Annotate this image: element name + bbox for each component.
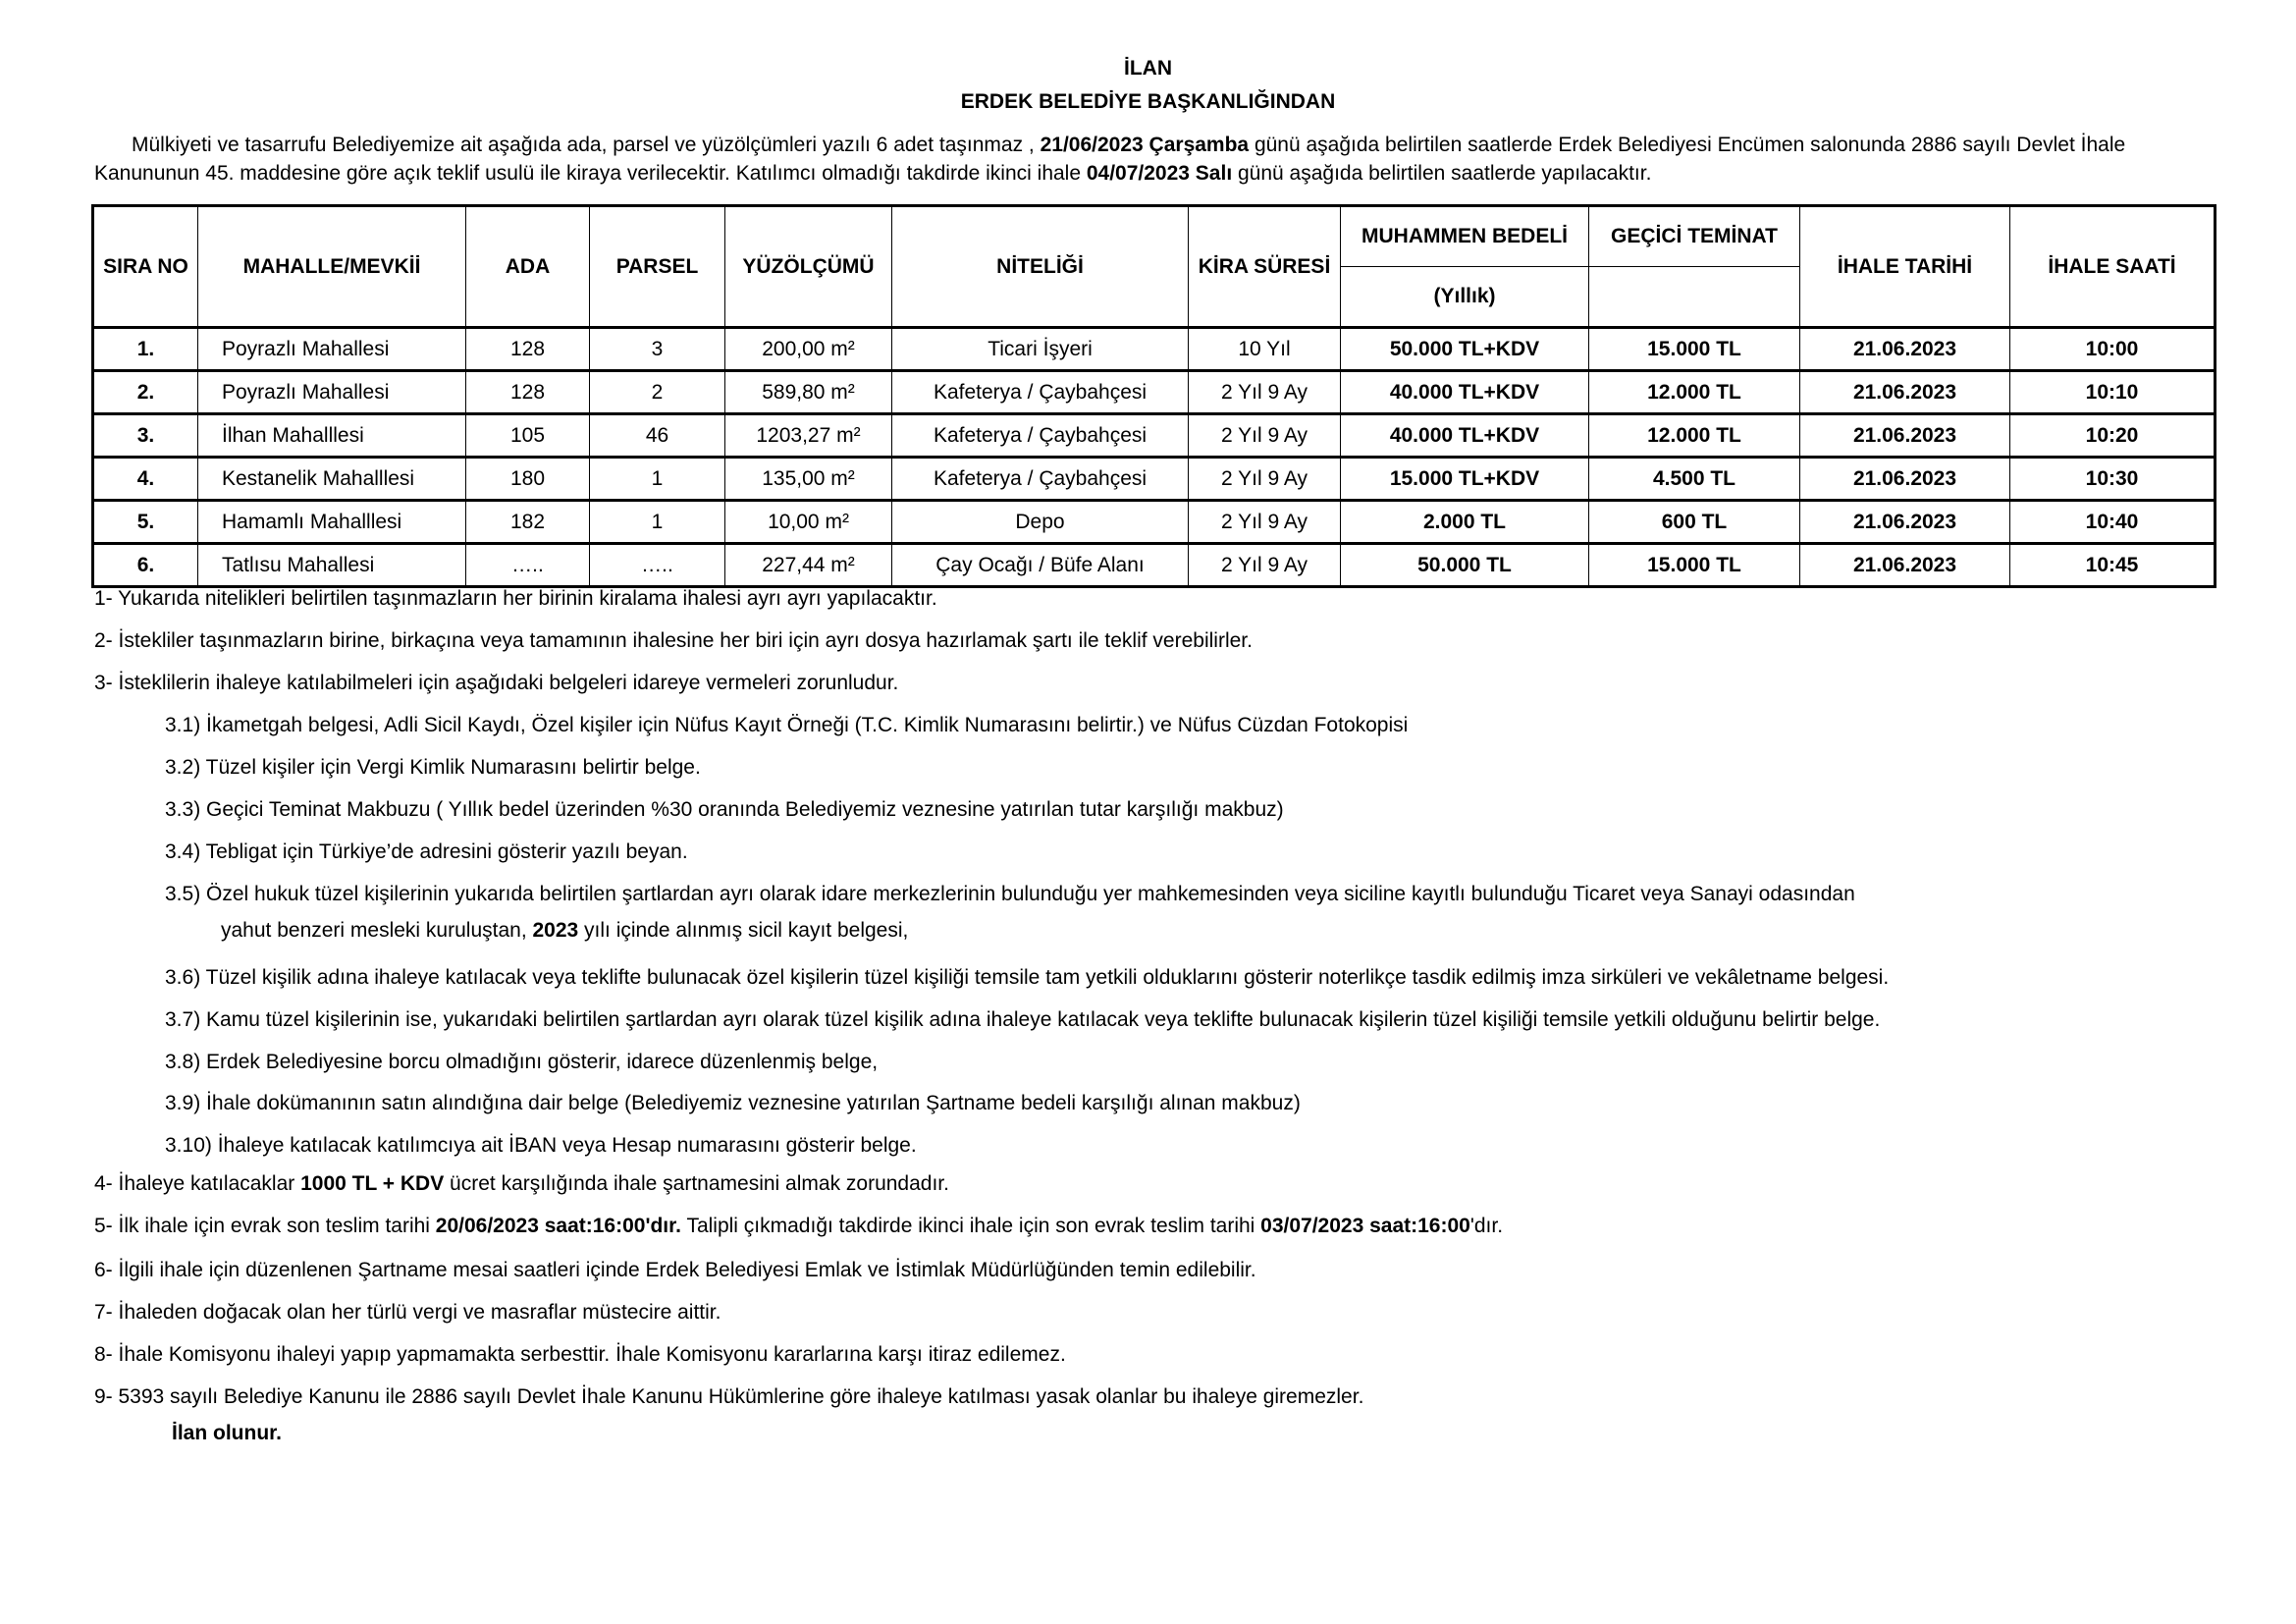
cell-gecici-teminat: 4.500 TL bbox=[1589, 458, 1800, 501]
note-5-text-2: Talipli çıkmadığı takdirde ikinci ihale için son evrak teslim tarihi bbox=[680, 1215, 1261, 1237]
note-3-4: 3.4) Tebligat için Türkiye’de adresini gösterir yazılı beyan. bbox=[165, 840, 688, 863]
cell-ihale-tarihi: 21.06.2023 bbox=[1800, 458, 2010, 501]
cell-parsel: 1 bbox=[590, 501, 725, 544]
intro-text-3: günü aşağıda belirtilen saatlerde yapılacaktır. bbox=[1232, 162, 1652, 185]
cell-mahalle: Poyrazlı Mahallesi bbox=[198, 371, 466, 414]
cell-ihale-tarihi: 21.06.2023 bbox=[1800, 371, 2010, 414]
property-table bbox=[91, 204, 2216, 588]
cell-muhammen-bedeli: 40.000 TL+KDV bbox=[1341, 371, 1589, 414]
note-4-text-1: 4- İhaleye katılacaklar bbox=[94, 1172, 301, 1195]
note-3-9: 3.9) İhale dokümanının satın alındığına dair belge (Belediyemiz veznesine yatırılan Şartname bedeli karşılığı alınan makbuz) bbox=[165, 1092, 1301, 1114]
cell-mahalle: Hamamlı Mahalllesi bbox=[198, 501, 466, 544]
cell-gecici-teminat: 12.000 TL bbox=[1589, 371, 1800, 414]
note-3-5-year: 2023 bbox=[532, 919, 579, 942]
cell-mahalle: İlhan Mahalllesi bbox=[198, 414, 466, 458]
cell-ihale-saati: 10:40 bbox=[2010, 501, 2216, 544]
cell-ihale-tarihi: 21.06.2023 bbox=[1800, 501, 2010, 544]
document-title: İLAN bbox=[1124, 57, 1172, 80]
table-row bbox=[93, 371, 2216, 414]
header-kira-suresi: KİRA SÜRESİ bbox=[1189, 206, 1341, 328]
header-ihale-tarihi: İHALE TARİHİ bbox=[1800, 206, 2010, 328]
header-ihale-saati: İHALE SAATİ bbox=[2010, 206, 2216, 328]
cell-gecici-teminat: 600 TL bbox=[1589, 501, 1800, 544]
cell-ihale-saati: 10:30 bbox=[2010, 458, 2216, 501]
cell-mahalle: Tatlısu Mahallesi bbox=[198, 544, 466, 587]
cell-mahalle: Kestanelik Mahalllesi bbox=[198, 458, 466, 501]
cell-gecici-teminat: 15.000 TL bbox=[1589, 544, 1800, 587]
cell-kira-suresi: 10 Yıl bbox=[1189, 328, 1341, 371]
cell-ada: ….. bbox=[466, 544, 590, 587]
note-3-5: 3.5) Özel hukuk tüzel kişilerinin yukarıda belirtilen şartlardan ayrı olarak idare merkezlerinin bulunduğu yer mahkemesinden veya siciline kayıtlı bulunduğu Ticaret veya Sanayi odasından bbox=[165, 883, 1855, 905]
cell-sira-no: 2. bbox=[93, 371, 198, 414]
cell-parsel: 2 bbox=[590, 371, 725, 414]
note-3-3: 3.3) Geçici Teminat Makbuzu ( Yıllık bedel üzerinden %30 oranında Belediyemiz veznesine yatırılan tutar karşılığı makbuz) bbox=[165, 798, 1284, 821]
cell-niteligi: Kafeterya / Çaybahçesi bbox=[892, 414, 1189, 458]
cell-yuzolcumu: 1203,27 m² bbox=[725, 414, 892, 458]
header-niteligi: NİTELİĞİ bbox=[892, 206, 1189, 328]
cell-ada: 128 bbox=[466, 371, 590, 414]
table-row bbox=[93, 501, 2216, 544]
note-4-text-2: ücret karşılığında ihale şartnamesini almak zorundadır. bbox=[444, 1172, 949, 1195]
cell-kira-suresi: 2 Yıl 9 Ay bbox=[1189, 501, 1341, 544]
table-header-row bbox=[93, 206, 2216, 267]
intro-text-2: günü aşağıda belirtilen saatlerde Erdek Belediyesi Encümen salonunda 2886 sayılı Devlet İhale Kanununun 45. maddesine göre açık teklif usulü ile kiraya verilecektir. Katılımcı olmadığı takdirde ikinci ihale bbox=[94, 134, 2126, 185]
header-ada: ADA bbox=[466, 206, 590, 328]
cell-yuzolcumu: 200,00 m² bbox=[725, 328, 892, 371]
note-2: 2- İstekliler taşınmazların birine, birkaçına veya tamamının ihalesine her biri için ayrı dosya hazırlamak şartı ile teklif verebilirler. bbox=[94, 629, 1253, 652]
cell-ada: 128 bbox=[466, 328, 590, 371]
cell-ada: 105 bbox=[466, 414, 590, 458]
intro-text-1: Mülkiyeti ve tasarrufu Belediyemize ait aşağıda ada, parsel ve yüzölçümleri yazılı 6 adet taşınmaz , bbox=[132, 134, 1041, 156]
cell-muhammen-bedeli: 50.000 TL+KDV bbox=[1341, 328, 1589, 371]
note-4-fee: 1000 TL + KDV bbox=[300, 1172, 445, 1195]
header-mahalle: MAHALLE/MEVKİİ bbox=[198, 206, 466, 328]
cell-yuzolcumu: 135,00 m² bbox=[725, 458, 892, 501]
cell-yuzolcumu: 10,00 m² bbox=[725, 501, 892, 544]
cell-yuzolcumu: 227,44 m² bbox=[725, 544, 892, 587]
cell-ada: 182 bbox=[466, 501, 590, 544]
table-row bbox=[93, 544, 2216, 587]
note-5 bbox=[94, 1215, 1503, 1238]
cell-sira-no: 4. bbox=[93, 458, 198, 501]
cell-gecici-teminat: 12.000 TL bbox=[1589, 414, 1800, 458]
note-3-6: 3.6) Tüzel kişilik adına ihaleye katılacak veya teklifte bulunacak özel kişilerin tüzel kişiliği temsile tam yetkili olduklarını gösterir noterlikçe tasdik edilmiş imza sirküleri ve vekâletname belgesi. bbox=[165, 966, 1890, 989]
cell-sira-no: 5. bbox=[93, 501, 198, 544]
cell-sira-no: 1. bbox=[93, 328, 198, 371]
cell-yuzolcumu: 589,80 m² bbox=[725, 371, 892, 414]
cell-kira-suresi: 2 Yıl 9 Ay bbox=[1189, 458, 1341, 501]
note-3-5-text-1: yahut benzeri mesleki kuruluştan, bbox=[221, 919, 533, 942]
table-row bbox=[93, 414, 2216, 458]
note-5-text-3: 'dır. bbox=[1469, 1215, 1504, 1237]
cell-niteligi: Kafeterya / Çaybahçesi bbox=[892, 371, 1189, 414]
note-3-2: 3.2) Tüzel kişiler için Vergi Kimlik Numarasını belirtir belge. bbox=[165, 756, 701, 779]
cell-ihale-tarihi: 21.06.2023 bbox=[1800, 414, 2010, 458]
cell-muhammen-bedeli: 40.000 TL+KDV bbox=[1341, 414, 1589, 458]
cell-sira-no: 6. bbox=[93, 544, 198, 587]
document-subtitle: ERDEK BELEDİYE BAŞKANLIĞINDAN bbox=[960, 90, 1336, 113]
note-5-second-deadline: 03/07/2023 saat:16:00 bbox=[1260, 1215, 1470, 1237]
note-8: 8- İhale Komisyonu ihaleyi yapıp yapmamakta serbesttir. İhale Komisyonu kararlarına karşı itiraz edilemez. bbox=[94, 1343, 1066, 1366]
intro-second-date: 04/07/2023 Salı bbox=[1086, 162, 1233, 185]
closing-statement: İlan olunur. bbox=[172, 1422, 283, 1444]
cell-parsel: ….. bbox=[590, 544, 725, 587]
cell-parsel: 1 bbox=[590, 458, 725, 501]
header-muhammen-bedeli: MUHAMMEN BEDELİ bbox=[1341, 206, 1589, 267]
note-6: 6- İlgili ihale için düzenlenen Şartname mesai saatleri içinde Erdek Belediyesi Emlak ve İstimlak Müdürlüğünden temin edilebilir. bbox=[94, 1259, 1256, 1281]
cell-kira-suresi: 2 Yıl 9 Ay bbox=[1189, 544, 1341, 587]
cell-ihale-saati: 10:20 bbox=[2010, 414, 2216, 458]
cell-kira-suresi: 2 Yıl 9 Ay bbox=[1189, 414, 1341, 458]
cell-gecici-teminat: 15.000 TL bbox=[1589, 328, 1800, 371]
cell-ihale-saati: 10:45 bbox=[2010, 544, 2216, 587]
cell-ihale-tarihi: 21.06.2023 bbox=[1800, 328, 2010, 371]
cell-mahalle: Poyrazlı Mahallesi bbox=[198, 328, 466, 371]
note-7: 7- İhaleden doğacak olan her türlü vergi ve masraflar müstecire aittir. bbox=[94, 1301, 721, 1324]
header-bedel-unit: (Yıllık) bbox=[1341, 267, 1589, 328]
cell-niteligi: Depo bbox=[892, 501, 1189, 544]
table-row bbox=[93, 328, 2216, 371]
cell-niteligi: Çay Ocağı / Büfe Alanı bbox=[892, 544, 1189, 587]
note-3: 3- İsteklilerin ihaleye katılabilmeleri için aşağıdaki belgeleri idareye vermeleri zorunludur. bbox=[94, 672, 899, 694]
note-3-5-continued bbox=[221, 919, 908, 943]
cell-ihale-saati: 10:00 bbox=[2010, 328, 2216, 371]
header-yuzolcumu: YÜZÖLÇÜMÜ bbox=[725, 206, 892, 328]
cell-muhammen-bedeli: 15.000 TL+KDV bbox=[1341, 458, 1589, 501]
header-parsel: PARSEL bbox=[590, 206, 725, 328]
note-1: 1- Yukarıda nitelikleri belirtilen taşınmazların her birinin kiralama ihalesi ayrı ayrı yapılacaktır. bbox=[94, 587, 937, 610]
intro-paragraph bbox=[94, 131, 2205, 188]
cell-ihale-tarihi: 21.06.2023 bbox=[1800, 544, 2010, 587]
note-3-7: 3.7) Kamu tüzel kişilerinin ise, yukarıdaki belirtilen şartlardan ayrı olarak tüzel kişilik adına ihaleye katılacak veya teklifte bulunacak kişilerin tüzel kişiliği temsile yetkili olduğunu belirtir belge. bbox=[165, 1008, 1881, 1031]
cell-parsel: 3 bbox=[590, 328, 725, 371]
note-3-1: 3.1) İkametgah belgesi, Adli Sicil Kaydı, Özel kişiler için Nüfus Kayıt Örneği (T.C. Kimlik Numarasını belirtir.) ve Nüfus Cüzdan Fotokopisi bbox=[165, 714, 1409, 736]
note-3-8: 3.8) Erdek Belediyesine borcu olmadığını gösterir, idarece düzenlenmiş belge, bbox=[165, 1051, 879, 1073]
header-gecici-teminat: GEÇİCİ TEMİNAT bbox=[1589, 206, 1800, 267]
cell-kira-suresi: 2 Yıl 9 Ay bbox=[1189, 371, 1341, 414]
note-5-first-deadline: 20/06/2023 saat:16:00'dır. bbox=[435, 1215, 681, 1237]
cell-ihale-saati: 10:10 bbox=[2010, 371, 2216, 414]
note-5-text-1: 5- İlk ihale için evrak son teslim tarihi bbox=[94, 1215, 436, 1237]
cell-niteligi: Ticari İşyeri bbox=[892, 328, 1189, 371]
intro-first-date: 21/06/2023 Çarşamba bbox=[1040, 134, 1250, 156]
note-3-5-text-2: yılı içinde alınmış sicil kayıt belgesi, bbox=[578, 919, 909, 942]
cell-sira-no: 3. bbox=[93, 414, 198, 458]
cell-muhammen-bedeli: 50.000 TL bbox=[1341, 544, 1589, 587]
note-4 bbox=[94, 1172, 949, 1196]
cell-parsel: 46 bbox=[590, 414, 725, 458]
note-9: 9- 5393 sayılı Belediye Kanunu ile 2886 sayılı Devlet İhale Kanunu Hükümlerine göre ihaleye katılması yasak olanlar bu ihaleye giremezler. bbox=[94, 1385, 1364, 1408]
header-sira-no: SIRA NO bbox=[93, 206, 198, 328]
cell-ada: 180 bbox=[466, 458, 590, 501]
note-3-10: 3.10) İhaleye katılacak katılımcıya ait İBAN veya Hesap numarasını gösterir belge. bbox=[165, 1134, 917, 1157]
cell-niteligi: Kafeterya / Çaybahçesi bbox=[892, 458, 1189, 501]
header-teminat-empty bbox=[1589, 267, 1800, 328]
table-row bbox=[93, 458, 2216, 501]
cell-muhammen-bedeli: 2.000 TL bbox=[1341, 501, 1589, 544]
